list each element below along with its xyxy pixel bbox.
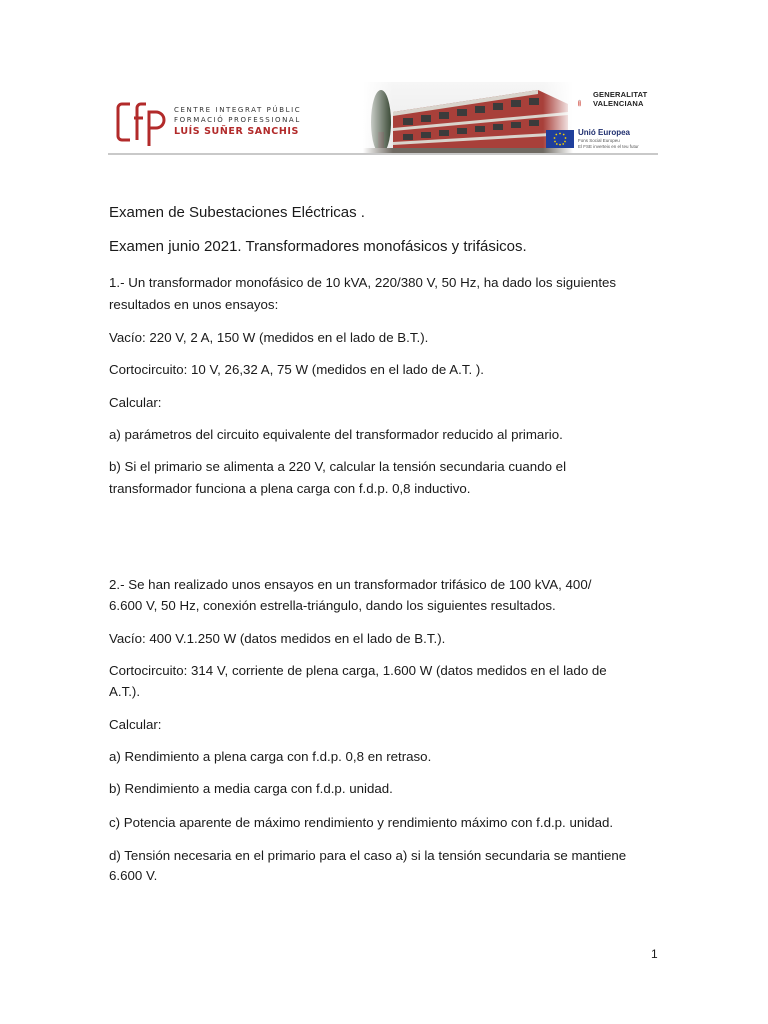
eu-flag-icon: [546, 130, 574, 148]
gva-line-1: GENERALITAT: [593, 90, 648, 99]
q2-part-d-line-1: d) Tensión necesaria en el primario para el caso a) si la tensión secundaria se mantiene: [109, 848, 627, 863]
q2-part-d-line-2: 6.600 V.: [109, 868, 158, 883]
q2-cortocircuito-line-2: A.T.).: [109, 684, 141, 699]
school-building-photo: [363, 82, 573, 154]
q2-vacio: Vacío: 400 V.1.250 W (datos medidos en el lado de B.T.).: [109, 631, 446, 646]
q2-cortocircuito-line-1: Cortocircuito: 314 V, corriente de plena carga, 1.600 W (datos medidos en el lado de: [109, 663, 607, 678]
generalitat-text: [593, 90, 647, 108]
q1-part-a: a) parámetros del circuito equivalente del transformador reducido al primario.: [109, 427, 563, 442]
school-name: [174, 105, 301, 138]
document-title: Examen de Subestaciones Eléctricas .: [109, 204, 365, 221]
eu-text: [578, 128, 639, 150]
gva-line-2: VALENCIANA: [593, 99, 644, 108]
q1-intro-line-1: 1.- Un transformador monofásico de 10 kVA, 220/380 V, 50 Hz, ha dado los siguientes: [109, 275, 617, 290]
q2-intro-line-2: 6.600 V, 50 Hz, conexión estrella-triángulo, dando los siguientes resultados.: [109, 598, 556, 613]
school-line-1: CENTRE INTEGRAT PÚBLIC: [174, 106, 302, 114]
q1-calcular: Calcular:: [109, 395, 162, 410]
q2-part-b: b) Rendimiento a media carga con f.d.p. unidad.: [109, 781, 393, 796]
q2-part-a: a) Rendimiento a plena carga con f.d.p. 0,8 en retraso.: [109, 749, 432, 764]
cifp-logo-icon: [116, 94, 166, 150]
q1-vacio: Vacío: 220 V, 2 A, 150 W (medidos en el lado de B.T.).: [109, 330, 429, 345]
q1-intro-line-2: resultados en unos ensayos:: [109, 297, 279, 312]
generalitat-logo-icon: [578, 86, 594, 122]
header-banner: [108, 82, 658, 156]
q1-cortocircuito: Cortocircuito: 10 V, 26,32 A, 75 W (medidos en el lado de A.T. ).: [109, 362, 484, 377]
q1-part-b-line-1: b) Si el primario se alimenta a 220 V, calcular la tensión secundaria cuando el: [109, 459, 567, 474]
q2-part-c: c) Potencia aparente de máximo rendimiento y rendimiento máximo con f.d.p. unidad.: [109, 815, 614, 830]
school-line-3: LUÍS SUÑER SANCHIS: [174, 126, 299, 137]
eu-title: Unió Europea: [578, 128, 631, 137]
eu-subtitle-2: El FSE inverteix en el teu futur: [578, 144, 639, 149]
page-number: 1: [651, 947, 658, 961]
q1-part-b-line-2: transformador funciona a plena carga con f.d.p. 0,8 inductivo.: [109, 481, 471, 496]
q2-calcular: Calcular:: [109, 717, 162, 732]
school-line-2: FORMACIÓ PROFESSIONAL: [174, 116, 301, 124]
eu-subtitle-1: Fons Social Europeu: [578, 138, 620, 143]
document-subtitle: Examen junio 2021. Transformadores monofásicos y trifásicos.: [109, 238, 527, 255]
header-divider: [108, 153, 658, 155]
q2-intro-line-1: 2.- Se han realizado unos ensayos en un transformador trifásico de 100 kVA, 400/: [109, 577, 592, 592]
